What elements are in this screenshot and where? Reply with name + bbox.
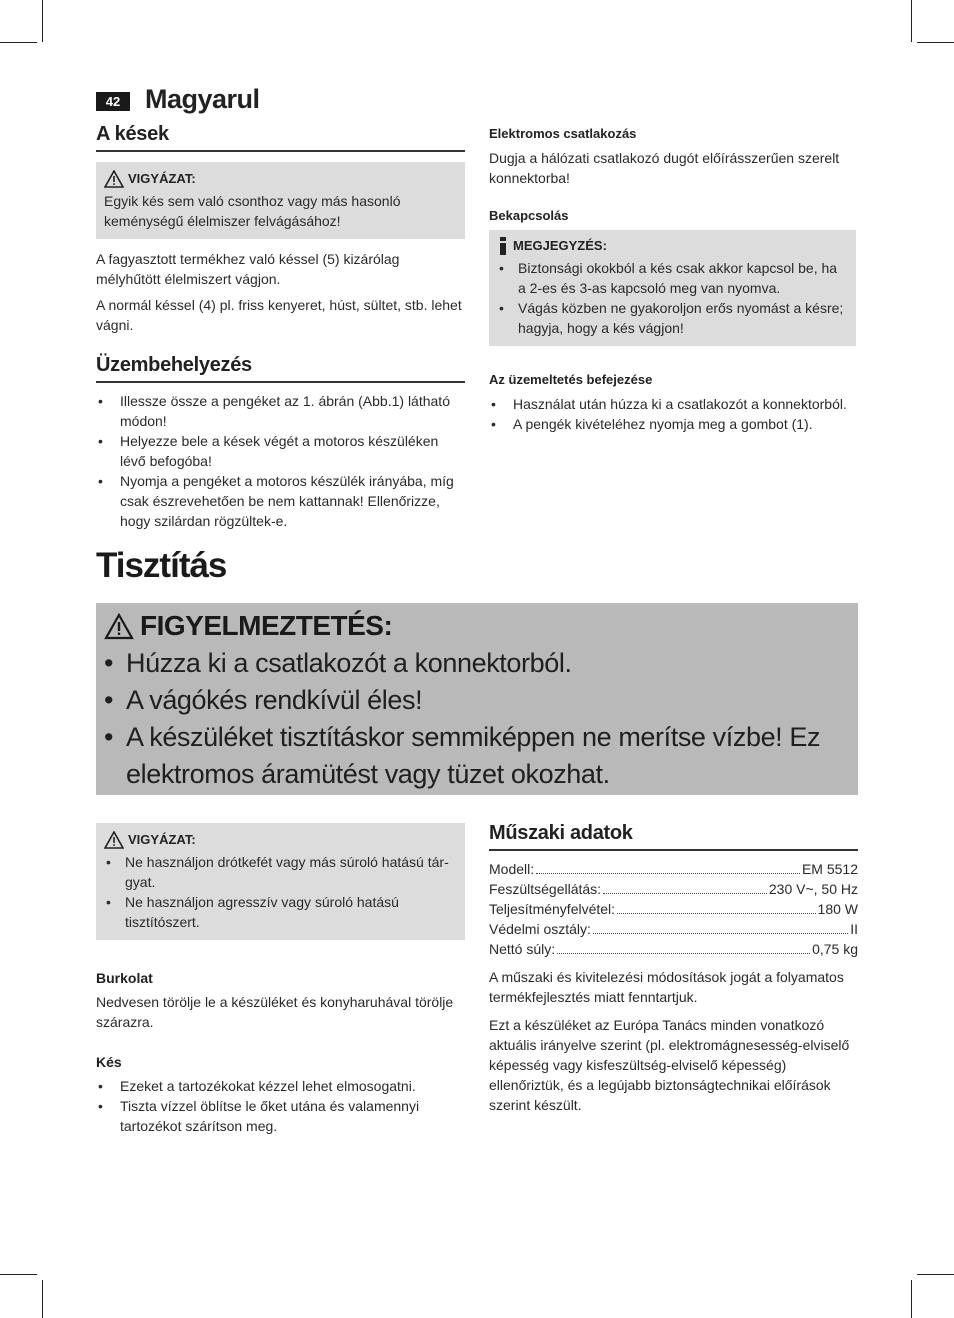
cleaning-warning-box xyxy=(96,603,858,795)
cleaning-title: Tisztítás xyxy=(96,546,227,585)
finish-list xyxy=(489,394,856,434)
knives-heading: A kések xyxy=(96,124,465,152)
normal-knife-paragraph: A normál késsel (4) pl. friss kenyeret, húst, sültet, stb. lehet vágni. xyxy=(96,297,462,333)
left-top-column xyxy=(96,124,465,531)
crop-mark xyxy=(0,1274,37,1275)
specs-heading: Műszaki adatok xyxy=(489,823,858,851)
switch-on-heading: Bekapcsolás xyxy=(489,208,569,223)
list-item: • A vágókés rendkívül éles! xyxy=(104,682,850,719)
spec-label: Teljesítményfelvétel: xyxy=(489,901,616,917)
knives-caution-box xyxy=(96,162,465,239)
left-bottom-column xyxy=(96,823,465,1136)
list-item: • Tiszta vízzel öblítse le őket utána és valamennyi tartozékot szárítson meg. xyxy=(96,1096,465,1136)
spec-label: Feszültségellátás: xyxy=(489,881,602,897)
setup-list xyxy=(96,391,465,531)
list-item: • Ne használjon drótkefét vagy más súroló hatású tárgyat. xyxy=(104,852,457,892)
list-item: • Biztonsági okokból a kés csak akkor kapcsol be, ha a 2-es és 3-as kapcsoló meg van nyomva. xyxy=(497,258,848,298)
list-item: • A pengék kivételéhez nyomja meg a gombot (1). xyxy=(489,414,856,434)
list-item: • Ne használjon agresszív vagy súroló hatású tisztítószert. xyxy=(104,892,457,932)
note-list xyxy=(497,258,848,338)
spec-row xyxy=(489,879,858,899)
warning-title xyxy=(104,607,850,645)
compliance-paragraph: Ezt a készüléket az Európa Tanács minden vonatkozó aktuális irányelve szerint (pl. elektromágnesesség-elviselő képesség vagy kisfeszültség-elviselő képesség) ellenőriztük, és a legújabb biztonságtechnikai előírások szerint készült. xyxy=(489,1017,850,1113)
housing-heading: Burkolat xyxy=(96,970,153,986)
warning-triangle-icon xyxy=(104,613,134,640)
list-item: • Illessze össze a pengéket az 1. ábrán (Abb.1) látható módon! xyxy=(96,391,465,431)
crop-mark xyxy=(917,1274,954,1275)
list-item: • A készüléket tisztításkor semmiképpen ne merítse vízbe! Ez elektromos áramütést vagy tüzet okozhat. xyxy=(104,719,850,793)
cleaning-caution-box xyxy=(96,823,465,940)
info-icon xyxy=(497,237,509,255)
housing-text: Nedvesen törölje le a készüléket és konyharuhával törölje szárazra. xyxy=(96,994,454,1030)
crop-mark xyxy=(42,1280,43,1318)
electrical-heading: Elektromos csatlakozás xyxy=(489,126,637,141)
specs-paragraph: A műszaki és kivitelezési módosítások jogát a folyamatos termékfejlesztés miatt fenntartjuk. xyxy=(489,969,844,1005)
warning-list xyxy=(104,645,850,793)
spec-row xyxy=(489,859,858,879)
spec-row xyxy=(489,919,858,939)
note-title xyxy=(497,236,848,256)
caution-title xyxy=(104,169,457,189)
language-title: Magyarul xyxy=(145,84,260,114)
knife-list xyxy=(96,1076,465,1136)
dot-leader xyxy=(557,953,810,954)
crop-mark xyxy=(917,42,954,43)
electrical-text: Dugja a hálózati csatlakozó dugót előírásszerűen szerelt konnektorba! xyxy=(489,150,840,186)
list-item: • Ezeket a tartozékokat kézzel lehet elmosogatni. xyxy=(96,1076,465,1096)
dot-leader xyxy=(536,873,800,874)
crop-mark xyxy=(42,0,43,42)
caution-label: VIGYÁZAT: xyxy=(128,832,196,847)
list-item: • Használat után húzza ki a csatlakozót a konnektorból. xyxy=(489,394,856,414)
caution-title xyxy=(104,830,457,850)
dot-leader xyxy=(603,893,767,894)
spec-value: 0,75 kg xyxy=(812,941,858,957)
crop-mark xyxy=(911,0,912,42)
caution-list xyxy=(104,852,457,932)
frozen-knife-paragraph: A fagyasztott termékhez való késsel (5) kizárólag mélyhűtött élelmiszert vágjon. xyxy=(96,251,400,287)
spec-row xyxy=(489,899,858,919)
spec-value: 180 W xyxy=(817,901,858,917)
list-item: • Helyezze bele a kések végét a motoros készüléken lévő befogóba! xyxy=(96,431,465,471)
specs-column xyxy=(489,823,858,1121)
finish-heading: Az üzemeltetés befejezése xyxy=(489,372,653,387)
specs-table xyxy=(489,859,858,959)
spec-value: II xyxy=(850,921,858,937)
setup-heading: Üzembehelyezés xyxy=(96,355,465,383)
warning-label: FIGYELMEZTETÉS: xyxy=(140,610,393,641)
dot-leader xyxy=(593,933,848,934)
note-box xyxy=(489,230,856,346)
spec-value: 230 V~, 50 Hz xyxy=(768,881,858,897)
list-item: • Vágás közben ne gyakoroljon erős nyomást a késre; hagyja, hogy a kés vágjon! xyxy=(497,298,848,338)
crop-mark xyxy=(911,1280,912,1318)
list-item: • Húzza ki a csatlakozót a konnektorból. xyxy=(104,645,850,682)
warning-triangle-icon xyxy=(104,831,124,849)
dot-leader xyxy=(617,913,815,914)
note-label: MEGJEGYZÉS: xyxy=(513,238,607,253)
warning-triangle-icon xyxy=(104,170,124,188)
spec-row xyxy=(489,939,858,959)
right-top-column xyxy=(489,124,856,434)
knife-heading: Kés xyxy=(96,1054,122,1070)
crop-mark xyxy=(0,42,37,43)
spec-label: Modell: xyxy=(489,861,535,877)
spec-label: Nettó súly: xyxy=(489,941,556,957)
spec-label: Védelmi osztály: xyxy=(489,921,591,937)
page-number: 42 xyxy=(96,92,130,111)
caution-label: VIGYÁZAT: xyxy=(128,171,196,186)
spec-value: EM 5512 xyxy=(801,861,858,877)
caution-text: Egyik kés sem való csonthoz vagy más hasonló keménységű élelmiszer felvágásához! xyxy=(104,193,401,229)
list-item: • Nyomja a pengéket a motoros készülék irányába, míg csak észrevehetően be nem kattannak! Ellenőrizze, hogy szilárdan rögzültek-e. xyxy=(96,471,465,531)
